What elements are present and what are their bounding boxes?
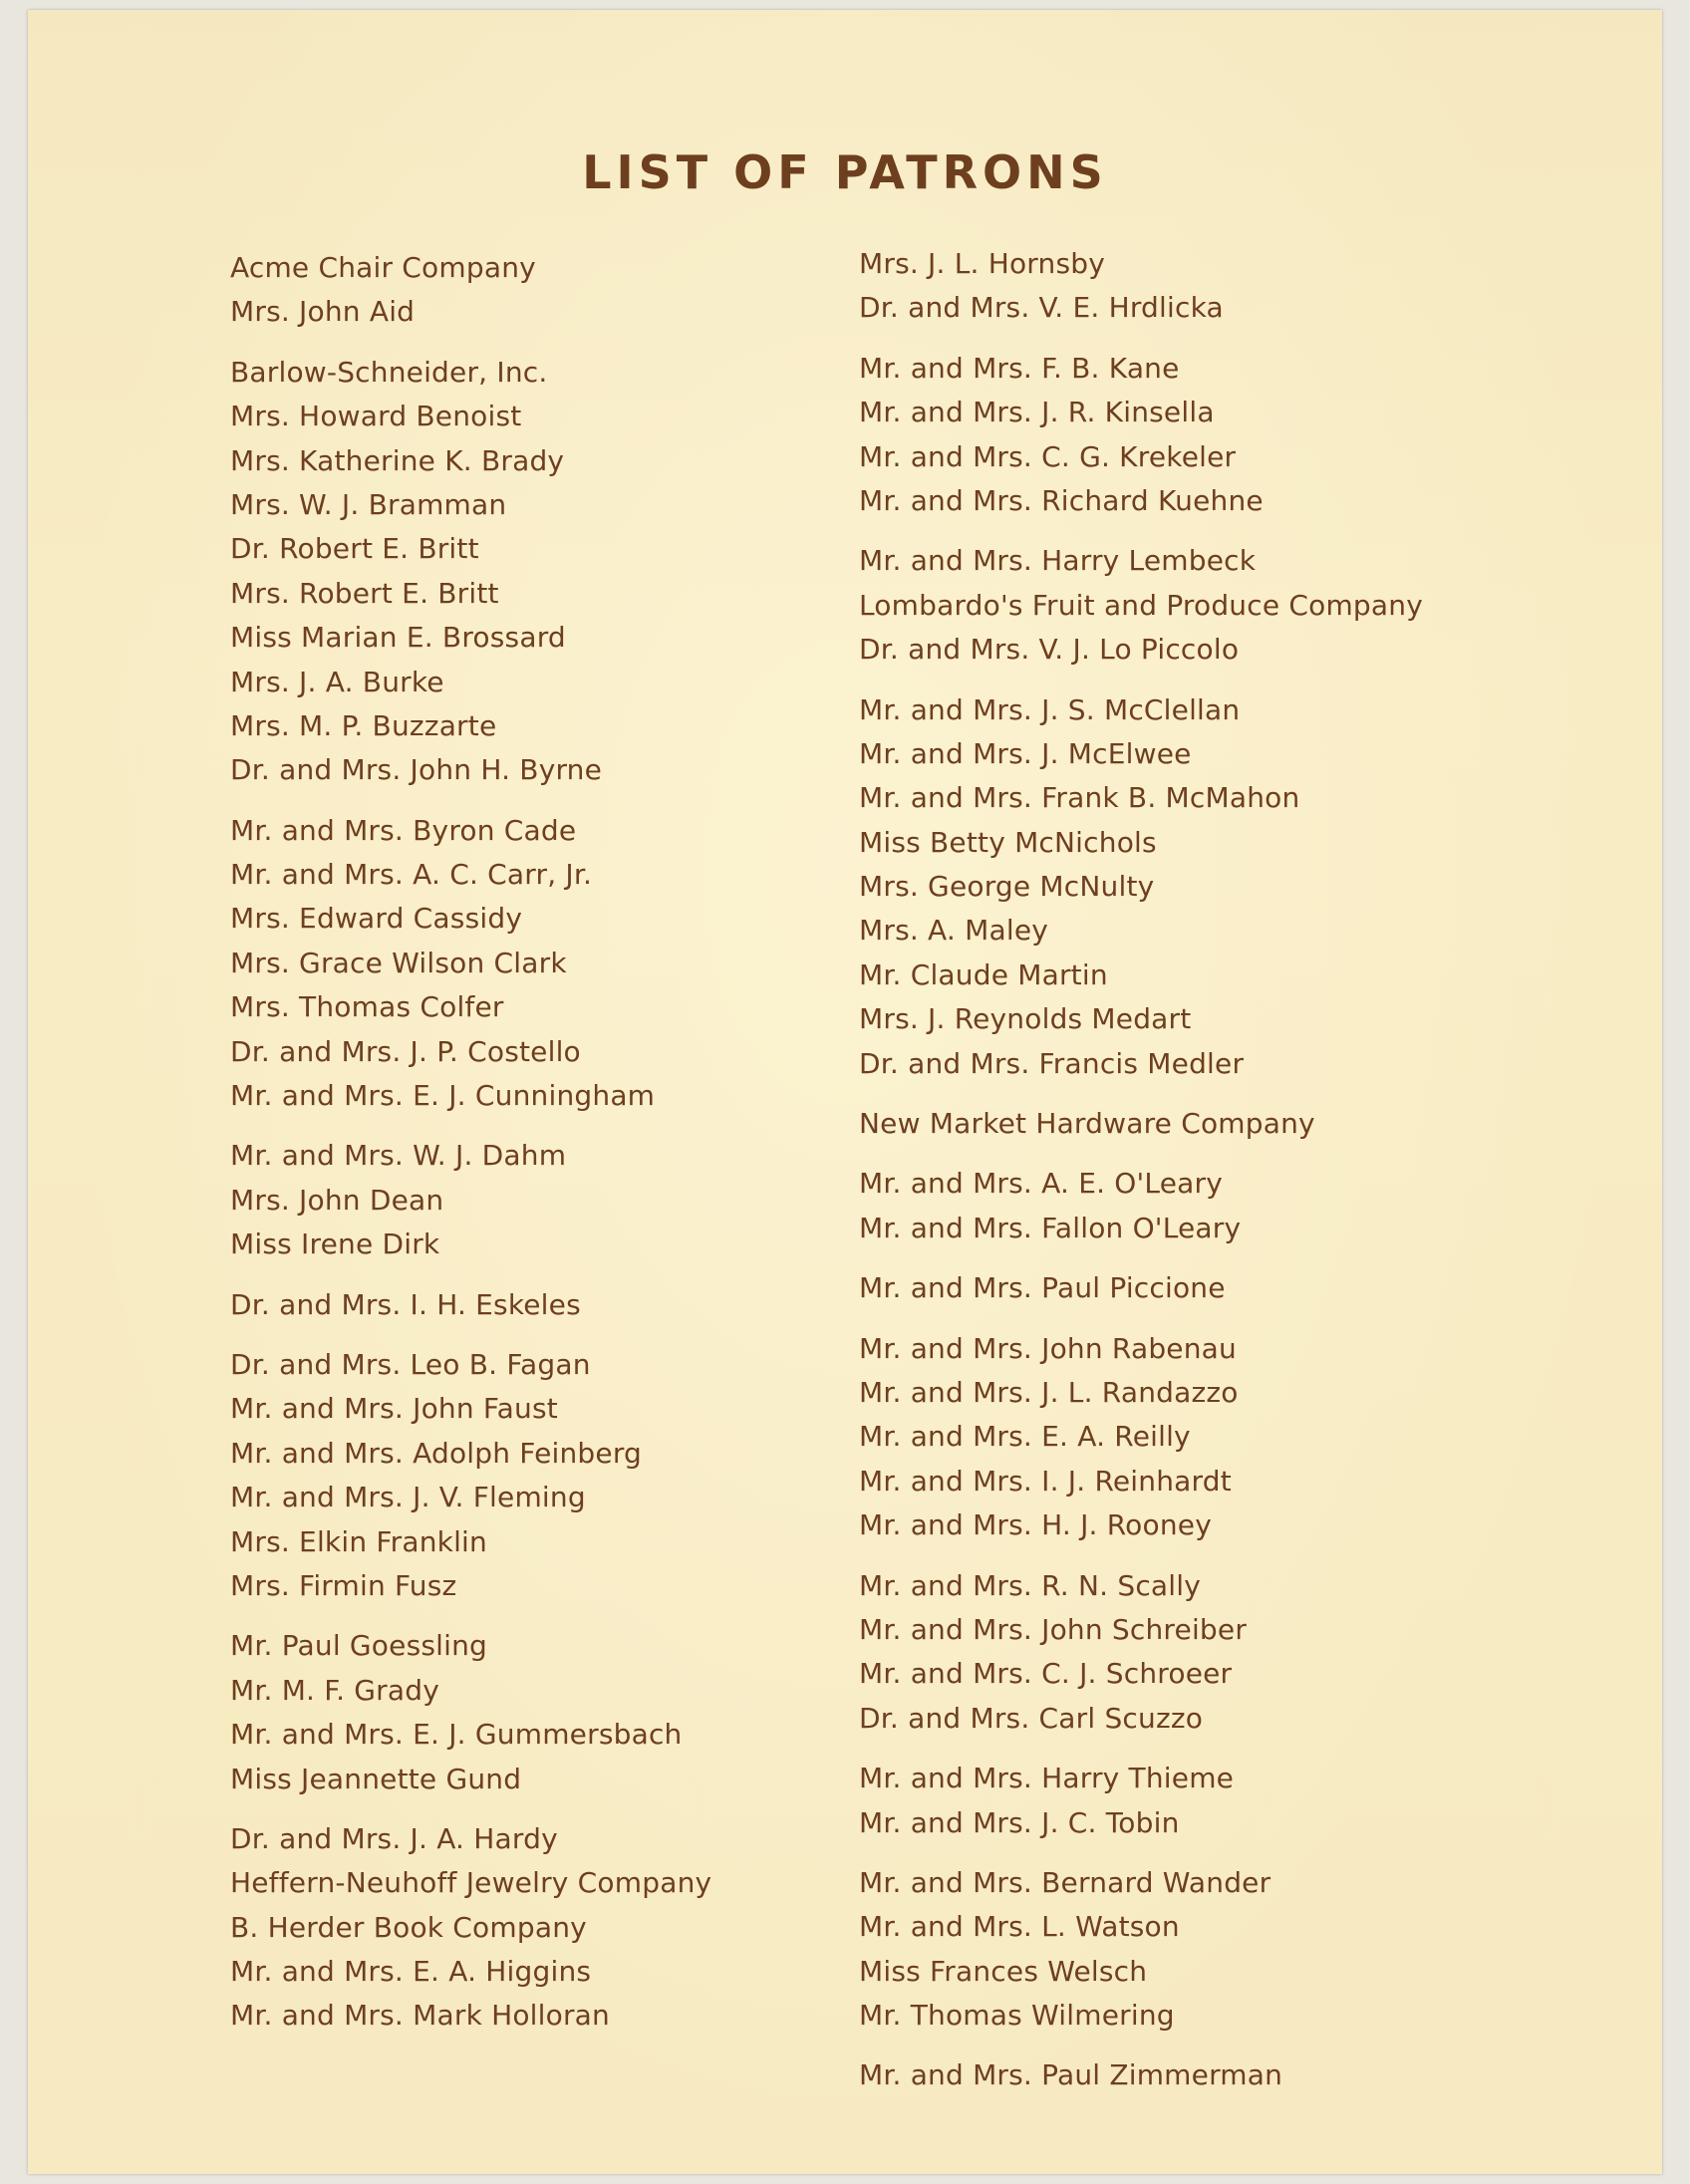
patron-entry: Mr. and Mrs. Bernard Wander bbox=[859, 1865, 1271, 1899]
patron-entry: Miss Marian E. Brossard bbox=[230, 621, 566, 655]
patron-entry: Mr. and Mrs. E. J. Gummersbach bbox=[230, 1718, 683, 1752]
patron-entry: Mr. and Mrs. Adolph Feinberg bbox=[230, 1436, 643, 1470]
patron-entry: Dr. and Mrs. Carl Scuzzo bbox=[859, 1701, 1204, 1735]
patron-entry: Mr. and Mrs. R. N. Scally bbox=[859, 1568, 1201, 1602]
patron-entry: Mr. and Mrs. John Rabenau bbox=[859, 1331, 1237, 1365]
patron-entry: Miss Frances Welsch bbox=[859, 1954, 1148, 1988]
patron-entry: Mrs. W. J. Bramman bbox=[230, 487, 507, 521]
patron-entry: Mr. and Mrs. Byron Cade bbox=[230, 813, 577, 847]
patron-entry: Mr. and Mrs. J. C. Tobin bbox=[859, 1805, 1180, 1839]
patron-entry: Mr. and Mrs. J. S. McClellan bbox=[859, 692, 1241, 726]
patron-entry: Miss Betty McNichols bbox=[859, 825, 1157, 859]
patron-entry: Mr. and Mrs. W. J. Dahm bbox=[230, 1139, 567, 1173]
patron-entry: Mr. and Mrs. H. J. Rooney bbox=[859, 1508, 1212, 1542]
patron-entry: Mrs. Grace Wilson Clark bbox=[230, 946, 567, 979]
page-title: LIST OF PATRONS bbox=[582, 145, 1108, 199]
patron-entry: Mr. and Mrs. E. A. Reilly bbox=[859, 1420, 1191, 1454]
patron-entry: Mrs. George McNulty bbox=[859, 870, 1155, 904]
patron-entry: Mr. and Mrs. Paul Piccione bbox=[859, 1271, 1226, 1305]
document-page bbox=[28, 10, 1662, 2174]
patron-entry: Mr. and Mrs. C. G. Krekeler bbox=[859, 439, 1237, 473]
patron-entry: Mr. and Mrs. J. R. Kinsella bbox=[859, 396, 1215, 429]
patron-entry: Mr. and Mrs. Mark Holloran bbox=[230, 1999, 610, 2033]
patron-entry: Mr. and Mrs. E. A. Higgins bbox=[230, 1955, 592, 1989]
patron-entry: Mr. and Mrs. J. V. Fleming bbox=[230, 1481, 586, 1514]
patron-entry: Mr. and Mrs. C. J. Schroeer bbox=[859, 1657, 1233, 1691]
patron-entry: Mr. and Mrs. Fallon O'Leary bbox=[859, 1211, 1242, 1244]
patron-entry: Mrs. Firmin Fusz bbox=[230, 1568, 457, 1602]
patron-entry: Mr. and Mrs. F. B. Kane bbox=[859, 351, 1180, 385]
patron-entry: Mrs. Elkin Franklin bbox=[230, 1524, 487, 1558]
patron-entry: Mr. and Mrs. Frank B. McMahon bbox=[859, 781, 1300, 815]
patron-entry: Mr. and Mrs. J. L. Randazzo bbox=[859, 1375, 1239, 1409]
patron-entry: Mrs. M. P. Buzzarte bbox=[230, 708, 497, 742]
patron-entry: Mr. and Mrs. John Faust bbox=[230, 1392, 558, 1426]
patron-entry: Lombardo's Fruit and Produce Company bbox=[859, 588, 1423, 622]
patron-entry: Dr. and Mrs. V. J. Lo Piccolo bbox=[859, 633, 1240, 667]
patron-entry: Mr. and Mrs. J. McElwee bbox=[859, 736, 1192, 770]
patron-entry: Heffern-Neuhoff Jewelry Company bbox=[230, 1866, 712, 1900]
patron-entry: Dr. Robert E. Britt bbox=[230, 532, 479, 566]
patron-entry: Mrs. Thomas Colfer bbox=[230, 990, 504, 1024]
patron-entry: Dr. and Mrs. J. P. Costello bbox=[230, 1034, 581, 1068]
patrons-list-left bbox=[230, 246, 711, 2039]
patron-entry: Miss Irene Dirk bbox=[230, 1228, 440, 1261]
patron-entry: Miss Jeannette Gund bbox=[230, 1762, 522, 1795]
patron-entry: Mrs. J. Reynolds Medart bbox=[859, 1002, 1192, 1036]
patron-entry: Barlow-Schneider, Inc. bbox=[230, 355, 548, 389]
patron-entry: Mrs. A. Maley bbox=[859, 914, 1049, 948]
patron-entry: Dr. and Mrs. John H. Byrne bbox=[230, 753, 603, 787]
patron-entry: Mr. and Mrs. John Schreiber bbox=[859, 1612, 1248, 1646]
patron-entry: Mr. Paul Goessling bbox=[230, 1629, 488, 1663]
patron-entry: Mr. and Mrs. A. E. O'Leary bbox=[859, 1167, 1224, 1201]
patron-entry: Mrs. J. A. Burke bbox=[230, 665, 444, 698]
patron-entry: Mr. and Mrs. Richard Kuehne bbox=[859, 483, 1264, 517]
patron-entry: Mrs. John Aid bbox=[230, 295, 416, 329]
patron-entry: Mr. and Mrs. Harry Thieme bbox=[859, 1762, 1235, 1795]
patron-entry: Mr. and Mrs. L. Watson bbox=[859, 1910, 1180, 1944]
patron-entry: B. Herder Book Company bbox=[230, 1910, 587, 1944]
patron-entry: Dr. and Mrs. V. E. Hrdlicka bbox=[859, 291, 1224, 325]
patron-entry: Acme Chair Company bbox=[230, 251, 536, 284]
patron-entry: Dr. and Mrs. J. A. Hardy bbox=[230, 1821, 558, 1855]
patron-entry: Mr. and Mrs. I. J. Reinhardt bbox=[859, 1464, 1232, 1498]
patron-entry: Mrs. Edward Cassidy bbox=[230, 902, 523, 936]
patron-entry: Mr. M. F. Grady bbox=[230, 1673, 439, 1707]
patrons-list-right bbox=[859, 242, 1423, 2098]
patron-entry: Mrs. J. L. Hornsby bbox=[859, 247, 1106, 280]
patron-entry: Mr. Claude Martin bbox=[859, 957, 1108, 991]
patron-entry: Dr. and Mrs. Francis Medler bbox=[859, 1046, 1245, 1080]
patron-entry: Mrs. Robert E. Britt bbox=[230, 576, 499, 610]
patron-entry: Mrs. John Dean bbox=[230, 1183, 444, 1217]
patron-entry: Mr. and Mrs. Paul Zimmerman bbox=[859, 2058, 1283, 2092]
patron-entry: Mr. and Mrs. E. J. Cunningham bbox=[230, 1079, 656, 1113]
patron-entry: New Market Hardware Company bbox=[859, 1107, 1315, 1141]
patron-entry: Mr. and Mrs. A. C. Carr, Jr. bbox=[230, 858, 593, 892]
patron-entry: Mr. Thomas Wilmering bbox=[859, 1999, 1175, 2033]
patron-entry: Dr. and Mrs. Leo B. Fagan bbox=[230, 1347, 591, 1381]
patron-entry: Mrs. Katherine K. Brady bbox=[230, 443, 565, 477]
patron-entry: Mr. and Mrs. Harry Lembeck bbox=[859, 544, 1257, 578]
patron-entry: Mrs. Howard Benoist bbox=[230, 400, 522, 433]
patron-entry: Dr. and Mrs. I. H. Eskeles bbox=[230, 1287, 581, 1321]
